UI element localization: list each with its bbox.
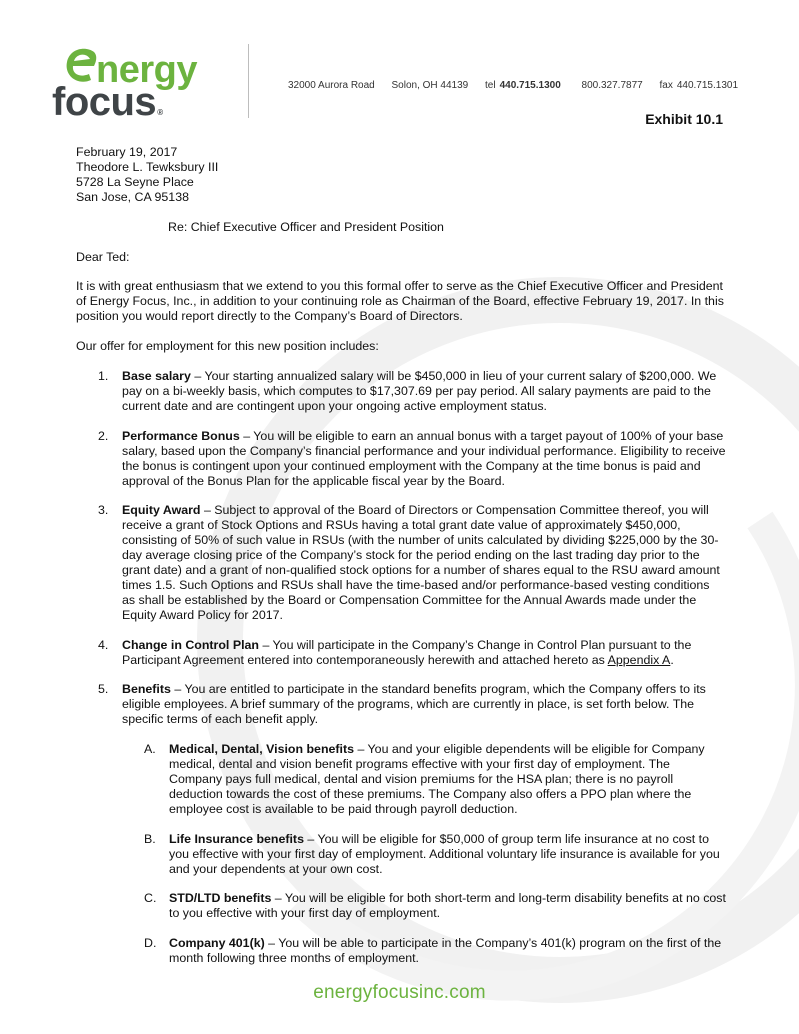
benefit-item-life-insurance bbox=[122, 832, 726, 877]
offer-item-equity-award bbox=[76, 503, 726, 622]
item-term: Equity Award bbox=[122, 503, 201, 518]
recipient-name: Theodore L. Tewksbury III bbox=[76, 159, 219, 174]
intro-paragraph: It is with great enthusiasm that we extend to you this formal offer to serve as the Chief Executive Officer and President of Energy Focus, Inc., in addition to your continuing role as Chairman of the Board, effective February 19, 2017. In this position you would report directly to the Company’s Board of Directors. bbox=[76, 279, 724, 324]
item-number: 2. bbox=[98, 428, 109, 443]
offer-item-change-in-control bbox=[76, 638, 726, 668]
offer-item-performance-bonus bbox=[76, 429, 726, 489]
benefit-item-medical bbox=[122, 742, 726, 817]
item-text-tail: . bbox=[670, 652, 674, 667]
offer-terms-list bbox=[76, 369, 726, 966]
letter-date: February 19, 2017 bbox=[76, 145, 178, 159]
header-divider bbox=[248, 44, 249, 118]
benefit-letter: D. bbox=[144, 936, 157, 951]
recipient-street: 5728 La Seyne Place bbox=[76, 174, 194, 189]
benefit-letter: B. bbox=[144, 831, 156, 846]
fax-number: 440.715.1301 bbox=[676, 80, 738, 91]
contact-info bbox=[288, 79, 738, 94]
recipient-address bbox=[76, 160, 726, 205]
item-number: 4. bbox=[98, 637, 109, 652]
benefit-term: Life Insurance benefits bbox=[169, 831, 304, 846]
company-logo bbox=[52, 46, 222, 124]
item-text: – You are entitled to participate in the standard benefits program, which the Company offers to its eligible employees. A brief summary of the programs, which are currently in place, is set forth below. The specific terms of each benefit apply. bbox=[122, 682, 706, 727]
offer-item-benefits bbox=[76, 682, 726, 966]
logo-text-focus: focus® bbox=[52, 80, 163, 124]
item-term: Base salary bbox=[122, 369, 191, 384]
item-text: – You will be eligible to earn an annual bonus with a target payout of 100% of your base salary, based upon the Company’s financial performance and your individual performance. Eligibility to receive the bonus is contingent upon your continued employment with the Company at the time bonus is paid and approval of the Bonus Plan for the applicable fiscal year by the Board. bbox=[122, 428, 726, 488]
benefit-text: – You will be able to participate in the Company’s 401(k) program on the first of the month following three months of employment. bbox=[169, 936, 722, 966]
recipient-city: San Jose, CA 95138 bbox=[76, 189, 189, 204]
benefit-letter: A. bbox=[144, 742, 156, 757]
item-text: – Subject to approval of the Board of Directors or Compensation Committee thereof, you will receive a grant of Stock Options and RSUs having a total grant date value of approximately $450,000, consisting of 50% of such value in RSUs (with the number of units calculated by dividing $225,000 by the 30-day average closing price of the Company’s stock for the period ending on the last trading day prior to the grant date) and a grant of non-qualified stock options for a number of shares equal to the RSU award amount times 1.5. Such Options and RSUs shall have the time-based and/or performance-based vesting conditions as shall be established by the Board or Compensation Committee for the Annual Awards made under the Equity Award Policy for 2017. bbox=[122, 503, 720, 622]
exhibit-label: Exhibit 10.1 bbox=[645, 111, 723, 127]
benefit-letter: C. bbox=[144, 891, 157, 906]
street-address: 32000 Aurora Road bbox=[288, 80, 375, 91]
item-term: Change in Control Plan bbox=[122, 637, 259, 652]
benefit-text: – You and your eligible dependents will be eligible for Company medical, dental and vision benefit programs effective with your first day of employment. The Company pays full medical, dental and vision premiums for the HSA plan; there is no payroll deduction towards the cost of these premiums. The Company also offers a PPO plan where the employee cost is available to be paid through payroll deduction. bbox=[169, 742, 705, 816]
salutation: Dear Ted: bbox=[76, 249, 130, 264]
fax-label: fax bbox=[659, 80, 673, 91]
benefit-item-std-ltd bbox=[122, 891, 726, 921]
appendix-a-link[interactable]: Appendix A bbox=[607, 652, 671, 667]
benefit-text: – You will be eligible for $50,000 of group term life insurance at no cost to you effective with your first day of employment. Additional voluntary life insurance is available for you and your dependents at your own cost. bbox=[169, 831, 720, 876]
item-term: Benefits bbox=[122, 682, 171, 697]
subject-line: Re: Chief Executive Officer and President Position bbox=[168, 219, 444, 234]
item-number: 3. bbox=[98, 503, 109, 518]
item-text: – Your starting annualized salary will be $450,000 in lieu of your current salary of $200,000. We pay on a bi-weekly basis, which computes to $17,307.69 per pay period. All salary payments are paid to the current date and are contingent upon your ongoing active employment status. bbox=[122, 369, 717, 413]
letter-body bbox=[76, 145, 726, 981]
toll-free-number: 800.327.7877 bbox=[581, 80, 643, 91]
tel-number: 440.715.1300 bbox=[499, 80, 561, 91]
tel-label: tel bbox=[485, 80, 496, 91]
item-number: 1. bbox=[98, 369, 109, 384]
benefit-term: Company 401(k) bbox=[169, 936, 265, 951]
benefit-term: STD/LTD benefits bbox=[169, 891, 272, 906]
benefit-term: Medical, Dental, Vision benefits bbox=[169, 742, 354, 757]
city-state: Solon, OH 44139 bbox=[391, 80, 469, 91]
footer-website[interactable]: energyfocusinc.com bbox=[313, 982, 486, 1003]
item-number: 5. bbox=[98, 682, 109, 697]
logo-text-nergy: nergy bbox=[96, 49, 197, 91]
offer-intro: Our offer for employment for this new position includes: bbox=[76, 339, 379, 354]
trademark-symbol: ® bbox=[157, 108, 163, 117]
item-term: Performance Bonus bbox=[122, 428, 240, 443]
benefit-item-401k bbox=[122, 936, 726, 966]
benefits-list bbox=[122, 742, 726, 966]
benefit-text: – You will be eligible for both short-term and long-term disability benefits at no cost to you effective with your first day of employment. bbox=[169, 891, 726, 921]
item-text: – You will participate in the Company’s Change in Control Plan pursuant to the Participant Agreement entered into contemporaneously herewith and attached hereto as bbox=[122, 637, 692, 667]
offer-item-base-salary bbox=[76, 369, 726, 414]
